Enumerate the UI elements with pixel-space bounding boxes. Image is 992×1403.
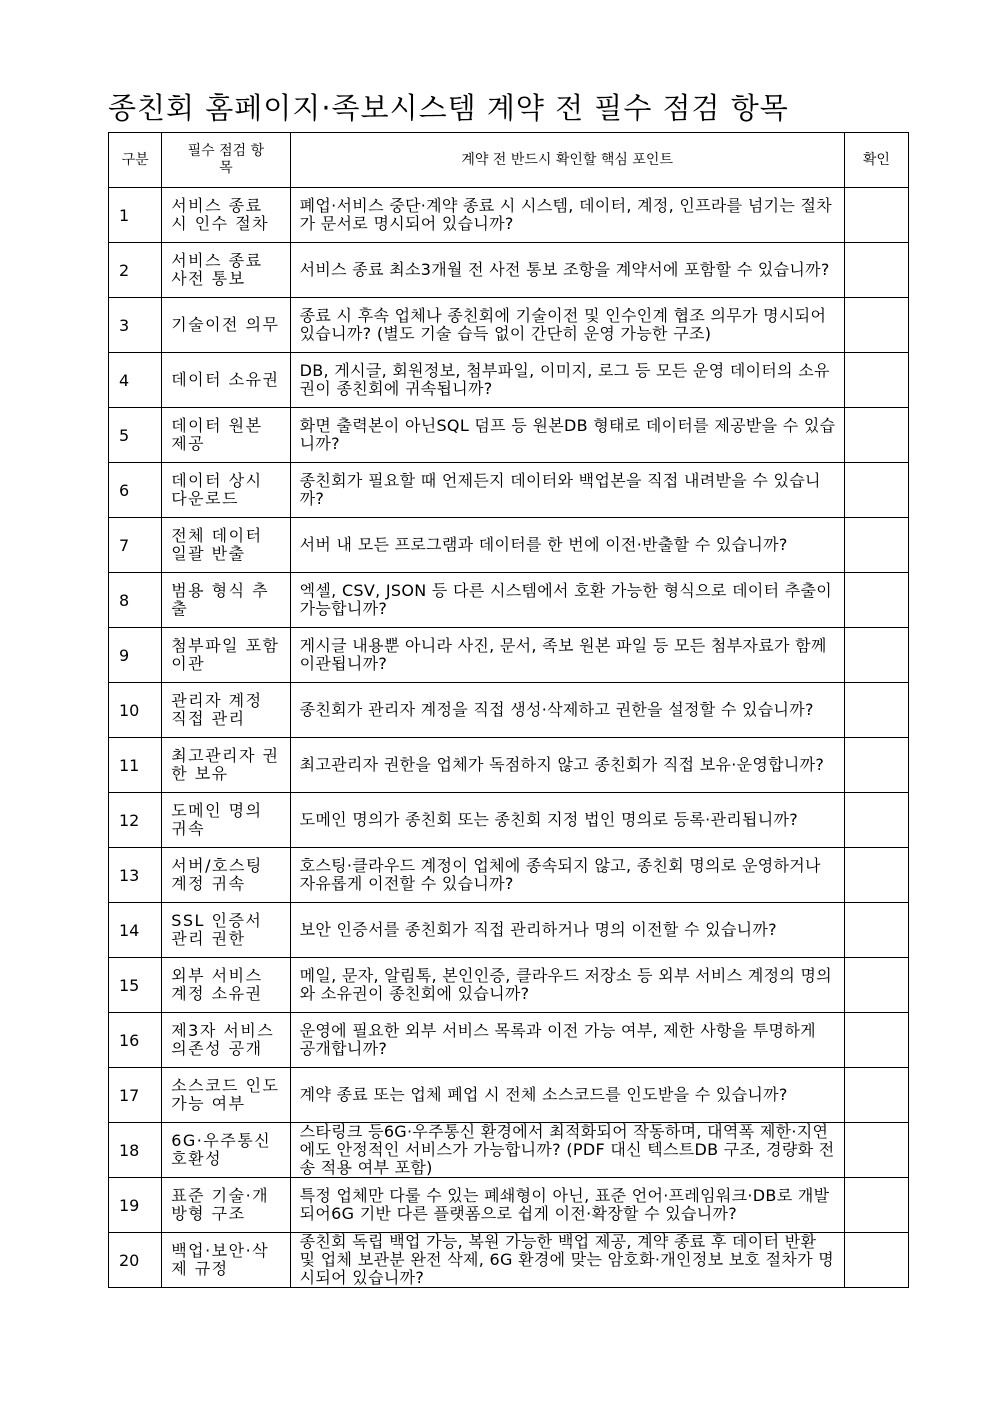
row-number: 6 bbox=[109, 463, 162, 518]
row-number: 3 bbox=[109, 298, 162, 353]
row-check-cell[interactable] bbox=[844, 628, 908, 683]
table-row bbox=[109, 903, 909, 958]
row-check-cell[interactable] bbox=[844, 243, 908, 298]
row-number: 4 bbox=[109, 353, 162, 408]
row-number: 20 bbox=[109, 1233, 162, 1288]
table-row bbox=[109, 848, 909, 903]
row-number: 13 bbox=[109, 848, 162, 903]
table-row bbox=[109, 1013, 909, 1068]
row-item: 관리자 계정 직접 관리 bbox=[162, 683, 290, 738]
row-check-cell[interactable] bbox=[844, 738, 908, 793]
row-item: 백업·보안·삭제 규정 bbox=[162, 1233, 290, 1288]
row-item: 서버/호스팅 계정 귀속 bbox=[162, 848, 290, 903]
row-number: 16 bbox=[109, 1013, 162, 1068]
row-check-cell[interactable] bbox=[844, 518, 908, 573]
header-desc: 계약 전 반드시 확인할 핵심 포인트 bbox=[290, 133, 844, 188]
table-header-row bbox=[109, 133, 909, 188]
row-description: 메일, 문자, 알림톡, 본인인증, 클라우드 저장소 등 외부 서비스 계정의 명의와 소유권이 종친회에 있습니까? bbox=[290, 958, 844, 1013]
row-item: 도메인 명의 귀속 bbox=[162, 793, 290, 848]
table-row bbox=[109, 188, 909, 243]
row-description: 특정 업체만 다룰 수 있는 폐쇄형이 아닌, 표준 언어·프레임워크·DB로 개발되어6G 기반 다른 플랫폼으로 쉽게 이전·확장할 수 있습니까? bbox=[290, 1178, 844, 1233]
row-description: 서비스 종료 최소3개월 전 사전 통보 조항을 계약서에 포함할 수 있습니까? bbox=[290, 243, 844, 298]
row-number: 5 bbox=[109, 408, 162, 463]
table-row bbox=[109, 793, 909, 848]
table-row bbox=[109, 683, 909, 738]
row-description: DB, 게시글, 회원정보, 첨부파일, 이미지, 로그 등 모든 운영 데이터의 소유권이 종친회에 귀속됩니까? bbox=[290, 353, 844, 408]
row-check-cell[interactable] bbox=[844, 1123, 908, 1178]
header-item: 필수 점검 항목 bbox=[162, 133, 290, 188]
row-description: 게시글 내용뿐 아니라 사진, 문서, 족보 원본 파일 등 모든 첨부자료가 함께 이관됩니까? bbox=[290, 628, 844, 683]
table-row bbox=[109, 628, 909, 683]
row-item: 6G·우주통신 호환성 bbox=[162, 1123, 290, 1178]
table-row bbox=[109, 573, 909, 628]
row-item: 범용 형식 추출 bbox=[162, 573, 290, 628]
row-item: 제3자 서비스 의존성 공개 bbox=[162, 1013, 290, 1068]
row-description: 스타링크 등6G·우주통신 환경에서 최적화되어 작동하며, 대역폭 제한·지연에도 안정적인 서비스가 가능합니까? (PDF 대신 텍스트DB 구조, 경량화 전송 적용 여부 포함) bbox=[290, 1123, 844, 1178]
table-row bbox=[109, 958, 909, 1013]
table-row bbox=[109, 1233, 909, 1288]
row-item: 소스코드 인도 가능 여부 bbox=[162, 1068, 290, 1123]
table-row bbox=[109, 353, 909, 408]
row-check-cell[interactable] bbox=[844, 903, 908, 958]
row-item: 첨부파일 포함 이관 bbox=[162, 628, 290, 683]
row-description: 종친회가 필요할 때 언제든지 데이터와 백업본을 직접 내려받을 수 있습니까? bbox=[290, 463, 844, 518]
row-description: 운영에 필요한 외부 서비스 목록과 이전 가능 여부, 제한 사항을 투명하게 공개합니까? bbox=[290, 1013, 844, 1068]
table-row bbox=[109, 1178, 909, 1233]
header-no: 구분 bbox=[109, 133, 162, 188]
row-check-cell[interactable] bbox=[844, 793, 908, 848]
row-item: 외부 서비스 계정 소유권 bbox=[162, 958, 290, 1013]
row-check-cell[interactable] bbox=[844, 683, 908, 738]
table-row bbox=[109, 518, 909, 573]
table-row bbox=[109, 463, 909, 518]
row-item: 기술이전 의무 bbox=[162, 298, 290, 353]
row-item: 데이터 소유권 bbox=[162, 353, 290, 408]
row-description: 종친회 독립 백업 가능, 복원 가능한 백업 제공, 계약 종료 후 데이터 반환 및 업체 보관분 완전 삭제, 6G 환경에 맞는 암호화·개인정보 보호 절차가 명시되어 있습니까? bbox=[290, 1233, 844, 1288]
checklist-table bbox=[108, 132, 909, 1288]
row-item: 전체 데이터 일괄 반출 bbox=[162, 518, 290, 573]
row-check-cell[interactable] bbox=[844, 1068, 908, 1123]
document-title: 종친회 홈페이지·족보시스템 계약 전 필수 점검 항목 bbox=[108, 91, 789, 125]
row-number: 2 bbox=[109, 243, 162, 298]
row-description: 엑셀, CSV, JSON 등 다른 시스템에서 호환 가능한 형식으로 데이터 추출이 가능합니까? bbox=[290, 573, 844, 628]
row-number: 1 bbox=[109, 188, 162, 243]
row-check-cell[interactable] bbox=[844, 298, 908, 353]
table-row bbox=[109, 1068, 909, 1123]
row-number: 19 bbox=[109, 1178, 162, 1233]
row-number: 14 bbox=[109, 903, 162, 958]
row-number: 17 bbox=[109, 1068, 162, 1123]
row-number: 11 bbox=[109, 738, 162, 793]
row-check-cell[interactable] bbox=[844, 958, 908, 1013]
table-row bbox=[109, 738, 909, 793]
row-description: 종친회가 관리자 계정을 직접 생성·삭제하고 권한을 설정할 수 있습니까? bbox=[290, 683, 844, 738]
row-item: 데이터 원본 제공 bbox=[162, 408, 290, 463]
row-check-cell[interactable] bbox=[844, 573, 908, 628]
row-description: 화면 출력본이 아닌SQL 덤프 등 원본DB 형태로 데이터를 제공받을 수 있습니까? bbox=[290, 408, 844, 463]
table-row bbox=[109, 243, 909, 298]
row-item: 서비스 종료 시 인수 절차 bbox=[162, 188, 290, 243]
row-description: 호스팅·클라우드 계정이 업체에 종속되지 않고, 종친회 명의로 운영하거나 자유롭게 이전할 수 있습니까? bbox=[290, 848, 844, 903]
row-number: 10 bbox=[109, 683, 162, 738]
row-description: 최고관리자 권한을 업체가 독점하지 않고 종친회가 직접 보유·운영합니까? bbox=[290, 738, 844, 793]
row-check-cell[interactable] bbox=[844, 1178, 908, 1233]
header-check: 확인 bbox=[844, 133, 908, 188]
row-item: 서비스 종료 사전 통보 bbox=[162, 243, 290, 298]
row-number: 12 bbox=[109, 793, 162, 848]
row-number: 9 bbox=[109, 628, 162, 683]
row-check-cell[interactable] bbox=[844, 848, 908, 903]
row-description: 서버 내 모든 프로그램과 데이터를 한 번에 이전·반출할 수 있습니까? bbox=[290, 518, 844, 573]
row-number: 7 bbox=[109, 518, 162, 573]
row-number: 15 bbox=[109, 958, 162, 1013]
row-check-cell[interactable] bbox=[844, 408, 908, 463]
table-row bbox=[109, 298, 909, 353]
row-description: 보안 인증서를 종친회가 직접 관리하거나 명의 이전할 수 있습니까? bbox=[290, 903, 844, 958]
row-description: 폐업·서비스 중단·계약 종료 시 시스템, 데이터, 계정, 인프라를 넘기는 절차가 문서로 명시되어 있습니까? bbox=[290, 188, 844, 243]
row-description: 계약 종료 또는 업체 폐업 시 전체 소스코드를 인도받을 수 있습니까? bbox=[290, 1068, 844, 1123]
row-item: 표준 기술·개방형 구조 bbox=[162, 1178, 290, 1233]
row-description: 도메인 명의가 종친회 또는 종친회 지정 법인 명의로 등록·관리됩니까? bbox=[290, 793, 844, 848]
row-check-cell[interactable] bbox=[844, 463, 908, 518]
row-check-cell[interactable] bbox=[844, 353, 908, 408]
row-number: 8 bbox=[109, 573, 162, 628]
row-item: SSL 인증서 관리 권한 bbox=[162, 903, 290, 958]
table-row bbox=[109, 1123, 909, 1178]
table-row bbox=[109, 408, 909, 463]
row-number: 18 bbox=[109, 1123, 162, 1178]
row-item: 최고관리자 권한 보유 bbox=[162, 738, 290, 793]
row-check-cell[interactable] bbox=[844, 1233, 908, 1288]
row-item: 데이터 상시 다운로드 bbox=[162, 463, 290, 518]
row-description: 종료 시 후속 업체나 종친회에 기술이전 및 인수인계 협조 의무가 명시되어 있습니까? (별도 기술 습득 없이 간단히 운영 가능한 구조) bbox=[290, 298, 844, 353]
row-check-cell[interactable] bbox=[844, 188, 908, 243]
row-check-cell[interactable] bbox=[844, 1013, 908, 1068]
